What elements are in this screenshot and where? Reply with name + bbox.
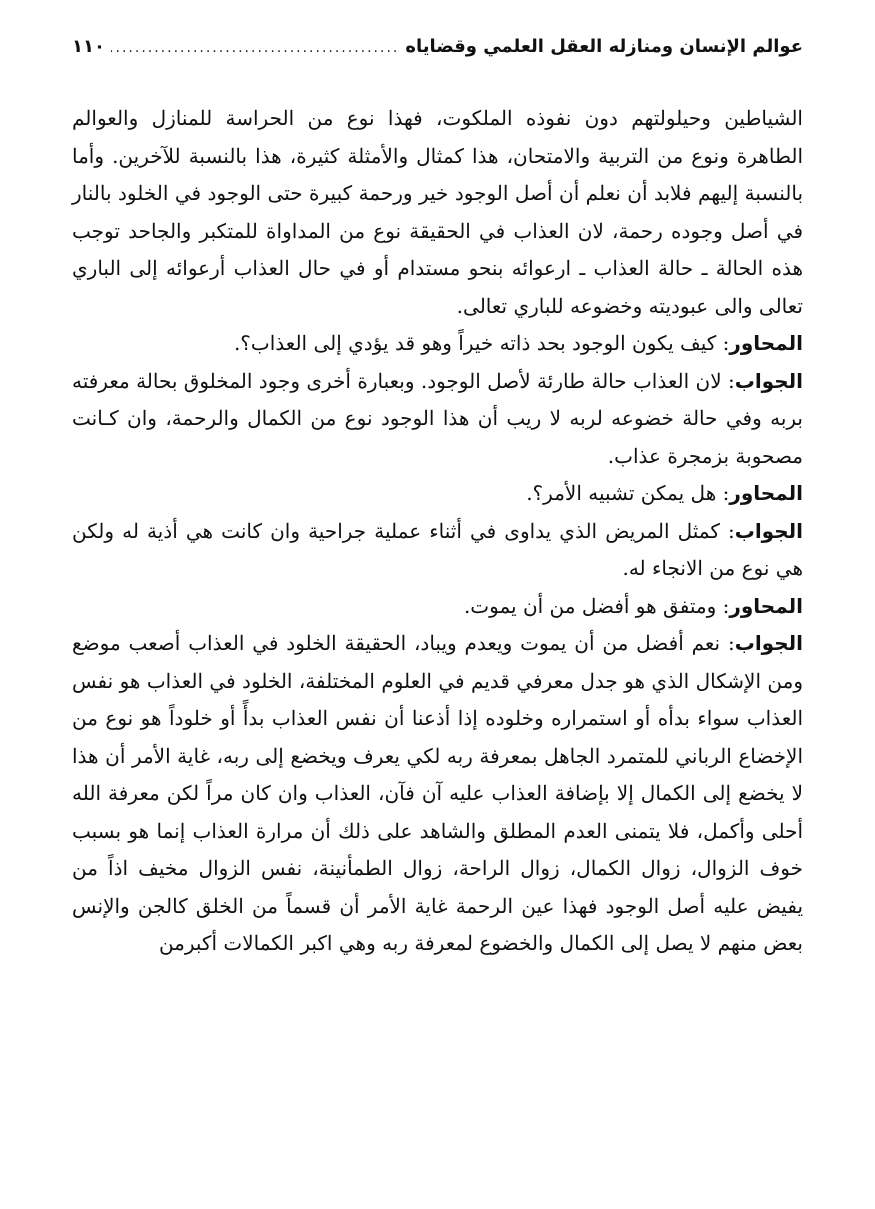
dialogue-paragraph — [72, 363, 803, 476]
text-line: والإنس بعض منهم لا يصل إلى الكمال والخضوع لمعرفة ربه وهي اكبر الكمالات أكبرمن — [72, 893, 803, 955]
text-line: الحالة ـ حالة العذاب ـ ارعوائه بنحو مستدام أو في حال العذاب أرعوائه إلى الباري تعالى — [72, 256, 803, 318]
text-line: العذاب سواء بدأه أو استمراره وخلوده إذا أذعنا أن نفس العذاب بدأً أو خلوداً هو نوع — [105, 706, 804, 730]
text-line: معرفته بربه وفي حالة خضوعه لربه لا ريب أن هذا الوجود نوع من الكمال والرحمة، — [71, 368, 803, 430]
text-line: ونوع من التربية والامتحان، هذا كمثال والأمثلة كثيرة، هذا بالنسبة للآخرين. وأما بالنسبة — [72, 143, 804, 205]
text-line: : لان العذاب حالة طارئة لأصل الوجود. وبعبارة أخرى وجود المخلوق بحالة — [136, 368, 735, 393]
text-line: : كمثل المريض الذي يداوى في أثناء عملية جراحية وان كانت هي أذية له ولكن — [72, 518, 735, 543]
text-line: : نعم أفضل من أن يموت ويعدم ويباد، الحقيقة الخلود في العذاب أصعب موضع — [72, 631, 735, 655]
speaker-label: الجواب — [734, 631, 803, 655]
dialogue-paragraph — [72, 325, 803, 363]
text-line: معرفة الله أحلى وأكمل، فلا يتمنى العدم المطلق والشاهد على ذلك أن مرارة العذاب إنما — [72, 781, 803, 843]
book-title: عوالم الإنسان ومنازله العقل العلمي وقضاياه — [405, 36, 803, 57]
speaker-label: المحاور — [729, 481, 803, 505]
page-number: ١١٠ — [72, 36, 105, 57]
dialogue-paragraph — [72, 513, 803, 588]
leader-dots — [111, 40, 399, 56]
body-paragraph — [72, 100, 803, 325]
dialogue-paragraph — [72, 625, 803, 963]
speaker-label: الجواب — [734, 368, 803, 393]
text-line: أن هذا لا يخضع إلى الكمال إلا بإضافة العذاب عليه آن فآن، العذاب وان كان مراً لكن — [72, 743, 803, 805]
speaker-label: المحاور — [729, 593, 803, 618]
text-line: وان كـانت مصحوبة بزمجرة عذاب. — [72, 406, 803, 468]
text-line: من الإخضاع الرباني للمتمرد الجاهل بمعرفة ربه لكي يعرف ويخضع إلى ربه، غاية الأمر — [72, 706, 804, 768]
text-line: الشياطين وحيلولتهم دون نفوذه الملكوت، فهذا نوع من الحراسة للمنازل والعوالم الطاهرة — [72, 106, 804, 168]
text-line: إليهم فلابد أن نعلم أن أصل الوجود خير ورحمة كبيرة حتى الوجود في الخلود بالنار في — [72, 181, 804, 243]
speaker-label: المحاور — [729, 331, 803, 355]
speaker-label: الجواب — [734, 518, 803, 543]
text-line: أصل وجوده رحمة، لان العذاب في الحقيقة نوع من المداواة للمتكبر والجاحد توجب هذه — [72, 218, 804, 280]
text-line: ومن الإشكال الذي هو جدل معرفي قديم في العلوم المختلفة، الخلود في العذاب هو نفس — [72, 668, 803, 693]
text-line: هو بسبب خوف الزوال، زوال الكمال، زوال الراحة، زوال الطمأنينة، نفس الزوال مخيف — [72, 818, 803, 880]
text-line: : كيف يكون الوجود بحد ذاته خيراً وهو قد يؤدي إلى العذاب؟. — [233, 331, 730, 355]
text-line: والى عبوديته وخضوعه للباري تعالى. — [456, 293, 753, 318]
text-line: : ومتفق هو أفضل من أن يموت. — [463, 593, 730, 618]
dialogue-paragraph — [72, 475, 803, 513]
page-body — [72, 100, 803, 963]
text-line: هي نوع من الانجاء له. — [622, 556, 803, 580]
text-line: : هل يمكن تشبيه الأمر؟. — [526, 481, 730, 505]
dialogue-paragraph — [72, 588, 803, 626]
running-header — [72, 36, 803, 57]
text-line: اذاً من يفيض عليه أصل الوجود فهذا عين الرحمة غاية الأمر أن قسماً من الخلق كالجن — [72, 856, 804, 918]
